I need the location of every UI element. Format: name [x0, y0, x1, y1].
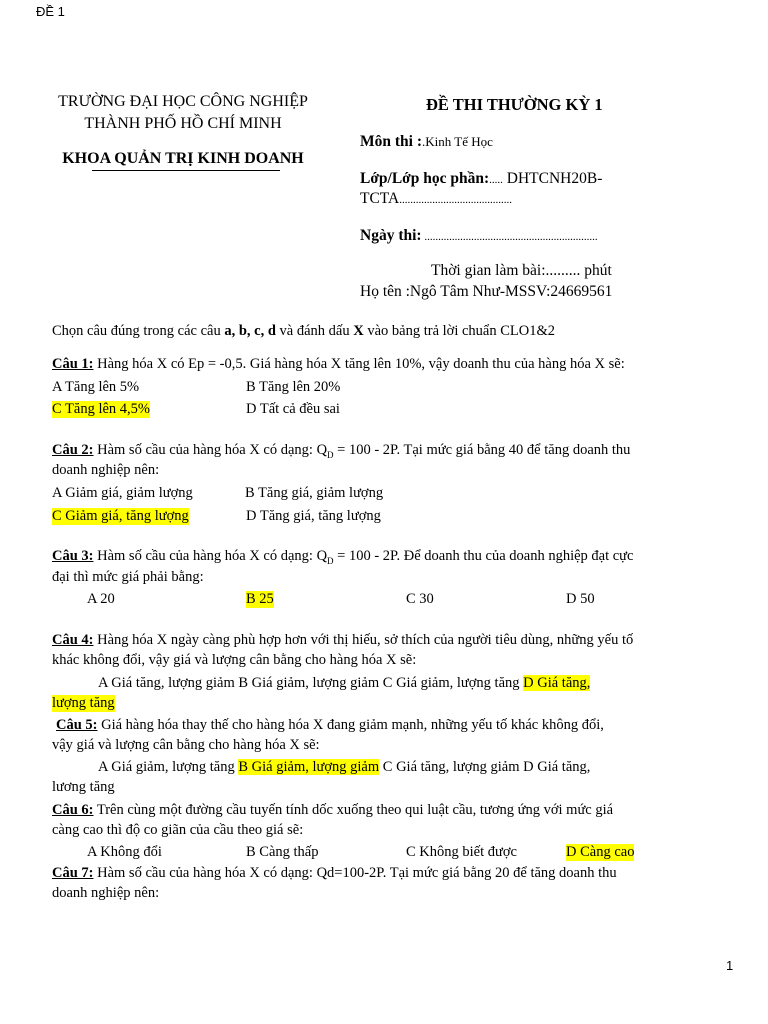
page-number: 1 — [726, 958, 734, 973]
question-5-text: Giá hàng hóa thay thế cho hàng hóa X đang giảm mạnh, những yếu tố khác không đổi, — [97, 717, 604, 733]
question-7 — [52, 865, 617, 882]
q6-option-d-selected[interactable]: D Càng cao — [566, 844, 635, 860]
instruction-part3: vào bảng trả lời chuẩn CLO1&2 — [363, 323, 556, 339]
q3-option-c[interactable]: C 30 — [406, 591, 434, 607]
question-3-text-a: Hàm số cầu của hàng hóa X có dạng: Q — [93, 548, 328, 564]
question-7-line2: doanh nghiệp nên: — [52, 885, 160, 901]
subject-value: .Kinh Tế Học — [422, 134, 493, 149]
question-6-text: Trên cùng một đường cầu tuyến tính dốc xuống theo qui luật cầu, tương ứng với mức giá — [93, 802, 614, 818]
q3-option-b-selected[interactable]: B 25 — [246, 591, 274, 607]
q2-option-d[interactable]: D Tăng giá, tăng lượng — [246, 508, 381, 524]
instruction-bold1: a, b, c, d — [224, 323, 276, 339]
question-4-text: Hàng hóa X ngày càng phù hợp hơn với thị hiếu, sở thích của người tiêu dùng, những yếu tố — [93, 632, 634, 648]
q1-option-a[interactable]: A Tăng lên 5% — [52, 379, 140, 395]
question-6-label: Câu 6: — [52, 802, 94, 818]
class-value-2-dots: ......................................... — [399, 194, 512, 206]
q1-option-b[interactable]: B Tăng lên 20% — [246, 379, 341, 395]
q4-options — [98, 675, 590, 692]
q4-option-d-selected[interactable]: D Giá tăng, — [523, 675, 591, 691]
question-2-line2: doanh nghiệp nên: — [52, 462, 160, 478]
school-name-line2: THÀNH PHỐ HỒ CHÍ MINH — [84, 115, 282, 132]
question-2-label: Câu 2: — [52, 442, 94, 458]
question-3 — [52, 548, 633, 566]
q2-option-b[interactable]: B Tăng giá, giảm lượng — [245, 485, 384, 501]
question-3-subscript: D — [327, 555, 334, 566]
q6-option-c[interactable]: C Không biết được — [406, 844, 517, 860]
question-5 — [56, 717, 604, 734]
question-1-text: Hàng hóa X có Ep = -0,5. Giá hàng hóa X tăng lên 10%, vậy doanh thu của hàng hóa X sẽ: — [93, 356, 625, 372]
class-dots: ..... — [489, 174, 503, 186]
q3-option-a[interactable]: A 20 — [87, 591, 115, 607]
date-dots: ............................................................... — [421, 231, 598, 243]
q6-option-a[interactable]: A Không đổi — [87, 844, 162, 860]
question-3-label: Câu 3: — [52, 548, 94, 564]
q3-option-d[interactable]: D 50 — [566, 591, 595, 607]
school-name-line1: TRƯỜNG ĐẠI HỌC CÔNG NGHIỆP — [58, 93, 308, 110]
question-4-label: Câu 4: — [52, 632, 94, 648]
page-header-tag: ĐỀ 1 — [36, 4, 65, 19]
question-3-line2: đại thì mức giá phải bằng: — [52, 569, 204, 585]
question-6 — [52, 802, 613, 819]
class-label: Lớp/Lớp học phần: — [360, 170, 490, 187]
q5-options-line2: lương tăng — [52, 779, 115, 795]
q5-options — [98, 759, 590, 776]
subject-row — [360, 133, 493, 151]
date-row — [360, 227, 598, 245]
question-4 — [52, 632, 633, 649]
question-2-subscript: D — [327, 449, 334, 460]
question-7-text: Hàm số cầu của hàng hóa X có dạng: Qd=100-2P. Tại mức giá bằng 20 để tăng doanh thu — [93, 865, 617, 881]
date-label: Ngày thi: — [360, 227, 422, 244]
question-2-text-b: = 100 - 2P. Tại mức giá bằng 40 để tăng doanh thu — [333, 442, 631, 458]
question-5-line2: vậy giá và lượng cân bằng cho hàng hóa X sẽ: — [52, 737, 320, 753]
faculty-underline — [92, 170, 280, 171]
q5-option-b-selected[interactable]: B Giá giảm, lượng giảm — [238, 759, 380, 775]
q5-option-cd[interactable]: C Giá tăng, lượng giảm D Giá tăng, — [379, 759, 591, 775]
q4-options-abc[interactable]: A Giá tăng, lượng giảm B Giá giảm, lượng giảm C Giá giảm, lượng tăng — [98, 675, 524, 691]
subject-label: Môn thi : — [360, 133, 422, 150]
class-value: DHTCNH20B- — [502, 170, 603, 187]
question-5-label: Câu 5: — [56, 717, 98, 733]
exam-title: ĐỀ THI THƯỜNG KỲ 1 — [426, 95, 603, 114]
q6-option-b[interactable]: B Càng thấp — [246, 844, 319, 860]
q1-option-c-selected[interactable]: C Tăng lên 4,5% — [52, 401, 150, 417]
question-1 — [52, 356, 625, 373]
q2-option-c-selected[interactable]: C Giảm giá, tăng lượng — [52, 508, 189, 524]
instruction-part1: Chọn câu đúng trong các câu — [52, 323, 225, 339]
question-2 — [52, 442, 630, 460]
question-2-text-a: Hàm số cầu của hàng hóa X có dạng: Q — [93, 442, 328, 458]
q1-option-d[interactable]: D Tất cả đều sai — [246, 401, 340, 417]
q4-option-d-selected-line2[interactable]: lượng tăng — [52, 695, 115, 711]
q2-option-a[interactable]: A Giảm giá, giảm lượng — [52, 485, 193, 501]
q5-option-a[interactable]: A Giá giảm, lượng tăng — [98, 759, 239, 775]
instruction-text — [52, 323, 555, 340]
class-row-2 — [360, 190, 512, 208]
faculty-name: KHOA QUẢN TRỊ KINH DOANH — [62, 150, 304, 167]
question-7-label: Câu 7: — [52, 865, 94, 881]
question-6-line2: càng cao thì độ co giãn của cầu theo giá sẽ: — [52, 822, 304, 838]
question-3-text-b: = 100 - 2P. Để doanh thu của doanh nghiệp đạt cực — [333, 548, 634, 564]
class-row — [360, 170, 602, 188]
question-1-label: Câu 1: — [52, 356, 94, 372]
question-4-line2: khác không đổi, vậy giá và lượng cân bằng cho hàng hóa X sẽ: — [52, 652, 417, 668]
student-info: Họ tên :Ngô Tâm Như-MSSV:24669561 — [360, 283, 613, 300]
duration-text: Thời gian làm bài:......... phút — [431, 262, 612, 279]
instruction-bold2: X — [353, 323, 364, 339]
class-value-2: TCTA — [360, 190, 400, 207]
instruction-part2: và đánh dấu — [275, 323, 354, 339]
